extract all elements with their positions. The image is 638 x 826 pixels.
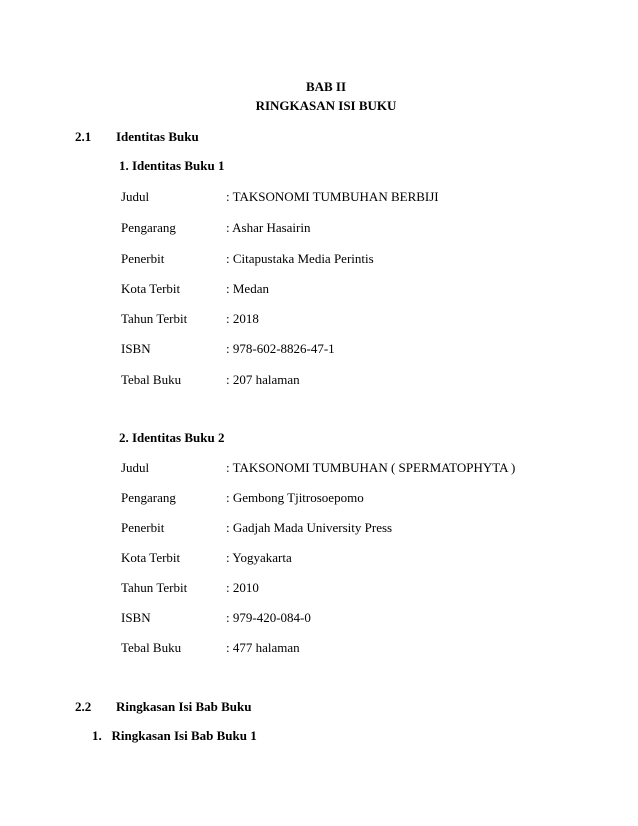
field-value-isbn: : 979-420-084-0 — [226, 610, 311, 625]
field-value-city: : Yogyakarta — [226, 550, 292, 565]
field-label-year: Tahun Terbit — [121, 580, 188, 595]
section-title: Identitas Buku — [116, 129, 199, 144]
field-label-publisher: Penerbit — [121, 251, 165, 266]
field-value-title: : TAKSONOMI TUMBUHAN BERBIJI — [226, 189, 439, 204]
field-label-isbn: ISBN — [121, 610, 151, 625]
field-label-city: Kota Terbit — [121, 281, 181, 296]
section-title: Ringkasan Isi Bab Buku — [116, 699, 252, 714]
field-label-title: Judul — [121, 460, 150, 475]
field-label-city: Kota Terbit — [121, 550, 181, 565]
section-number: 2.2 — [75, 699, 92, 714]
field-label-title: Judul — [121, 189, 150, 204]
field-label-pages: Tebal Buku — [121, 640, 182, 655]
field-value-city: : Medan — [226, 281, 269, 296]
summary-item: 1. Ringkasan Isi Bab Buku 1 — [92, 728, 257, 743]
field-value-pages: : 477 halaman — [226, 640, 300, 655]
field-value-year: : 2010 — [226, 580, 259, 595]
field-label-author: Pengarang — [121, 490, 176, 505]
field-label-author: Pengarang — [121, 220, 176, 235]
field-value-publisher: : Gadjah Mada University Press — [226, 520, 393, 535]
chapter-title: RINGKASAN ISI BUKU — [255, 98, 397, 113]
field-label-publisher: Penerbit — [121, 520, 165, 535]
book-heading: 1. Identitas Buku 1 — [119, 158, 225, 173]
field-value-title: : TAKSONOMI TUMBUHAN ( SPERMATOPHYTA ) — [226, 460, 516, 475]
field-value-pages: : 207 halaman — [226, 372, 300, 387]
field-label-year: Tahun Terbit — [121, 311, 188, 326]
field-value-year: : 2018 — [226, 311, 259, 326]
book-heading: 2. Identitas Buku 2 — [119, 430, 225, 445]
field-value-publisher: : Citapustaka Media Perintis — [226, 251, 374, 266]
field-label-isbn: ISBN — [121, 341, 151, 356]
field-value-author: : Gembong Tjitrosoepomo — [226, 490, 364, 505]
field-value-isbn: : 978-602-8826-47-1 — [226, 341, 335, 356]
chapter-label: BAB II — [305, 79, 347, 94]
section-number: 2.1 — [75, 129, 92, 144]
field-label-pages: Tebal Buku — [121, 372, 182, 387]
field-value-author: : Ashar Hasairin — [226, 220, 311, 235]
